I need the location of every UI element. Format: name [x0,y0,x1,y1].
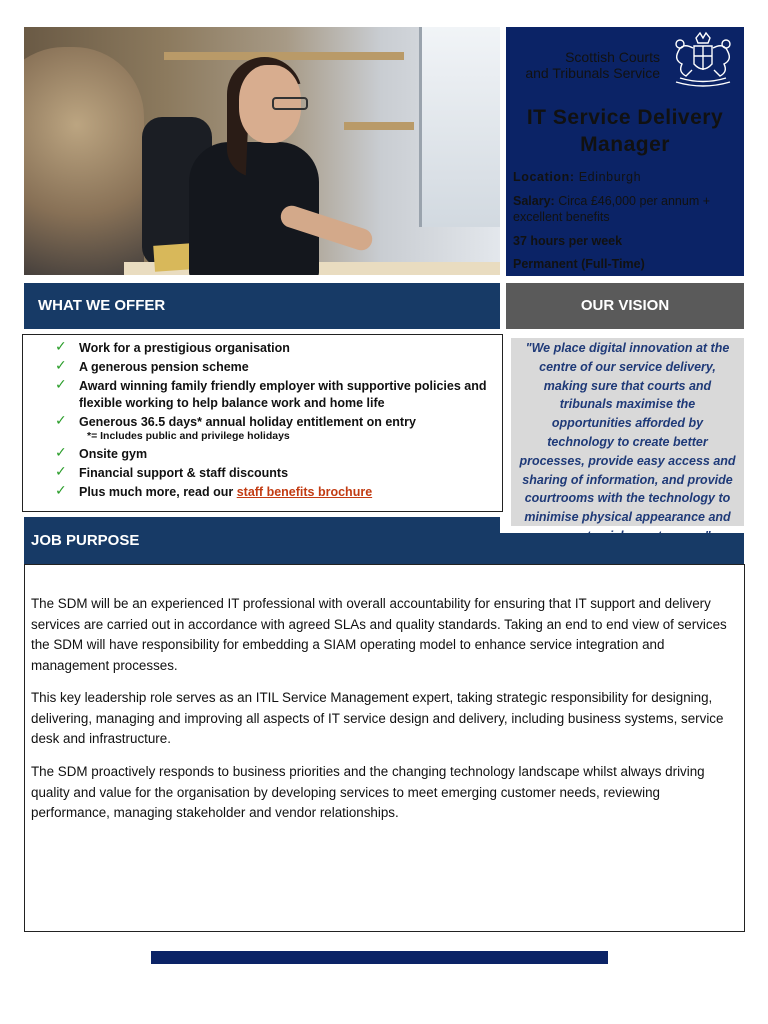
list-item [55,340,495,357]
org-name-line-2: and Tribunals Service [525,65,660,81]
checkmark-icon: ✓ [55,357,67,373]
checkmark-icon: ✓ [55,443,67,460]
offer-item-text: A generous pension scheme [79,360,249,374]
what-we-offer-heading-bar [24,283,500,329]
glasses [272,97,308,110]
vision-quote-box [511,338,744,526]
foreground-person [24,47,144,275]
monitor [419,27,500,227]
offer-item-text: Award winning family friendly employer with supportive policies and flexible working to help balance work and home life [79,379,487,410]
our-vision-heading-bar [506,283,744,329]
shelf [164,52,404,60]
org-name-line-1: Scottish Courts [565,49,660,65]
job-purpose-heading: JOB PURPOSE [31,532,140,549]
offer-list [55,340,495,503]
checkmark-icon: ✓ [55,411,67,428]
list-item [55,378,495,411]
job-purpose-paragraph: This key leadership role serves as an ITIL Service Management expert, taking strategic responsibility for designing, delivering, managing and improving all aspects of IT service design and delivery, including business systems, service desk and infrastructure. [31,690,724,746]
staff-benefits-brochure-link[interactable]: staff benefits brochure [236,484,373,499]
what-we-offer-heading: WHAT WE OFFER [38,297,166,314]
list-item [55,462,495,482]
list-item [55,443,495,463]
offer-box [22,334,503,512]
offer-item-text: Plus much more, read our [79,484,234,499]
job-title-line-1: IT Service Delivery [526,106,724,129]
hours-line: 37 hours per week [513,234,623,248]
offer-item-text: Financial support & staff discounts [79,465,289,480]
checkmark-icon: ✓ [55,338,67,354]
checkmark-icon: ✓ [55,462,67,479]
location-line [513,169,739,185]
holiday-note: *= Includes public and privilege holidays [87,430,290,442]
checkmark-icon: ✓ [55,481,67,498]
offer-item-text: Onsite gym [79,446,148,461]
salary-label: Salary: [513,194,555,208]
list-item [55,359,495,376]
list-item [55,411,495,444]
job-purpose-paragraph: The SDM proactively responds to business priorities and the changing technology landscape whilst always driving quality and value for the organisation by developing services to meet emerging customer needs, reviewing performance, managing stakeholder and vendor relationships. [31,764,705,820]
vision-quote: "We place digital innovation at the centre of our service delivery, making sure that courts and tribunals maximise the opportunities afforded by technology to create better processes, provide easy access and sharing of information, and provide courtrooms with the technology to minimise physical appearance and [519,341,736,525]
salary-benefits: excellent benefits [513,210,610,224]
footer-bar [151,951,608,964]
hero-photo [24,27,500,275]
shelf [344,122,414,130]
job-purpose-paragraph: The SDM will be an experienced IT professional with overall accountability for ensuring that IT support and delivery services are carried out in accordance with agreed SLAs and quality standards. Taking an end to end view of services the SDM will have responsibility for embedding a SIAM operating model to enhance service integration and management processes. [31,596,727,673]
offer-item-text: Work for a prestigious organisation [79,341,290,355]
job-title [506,104,744,158]
organisation-name [512,49,660,81]
checkmark-icon: ✓ [55,376,67,392]
offer-item-text: Generous 36.5 days* annual holiday entitlement on entry [79,414,416,429]
job-purpose-heading-bar-extension [500,533,744,565]
our-vision-heading: OUR VISION [580,297,670,314]
job-title-line-2: Manager [580,133,670,156]
salary-value: Circa £46,000 per annum + [558,194,711,208]
salary-line [513,193,739,225]
list-item [55,481,495,501]
contract-line: Permanent (Full-Time) [513,257,645,271]
location-label: Location: [513,170,575,184]
royal-crest-icon [664,30,742,94]
location-value: Edinburgh [578,170,642,184]
